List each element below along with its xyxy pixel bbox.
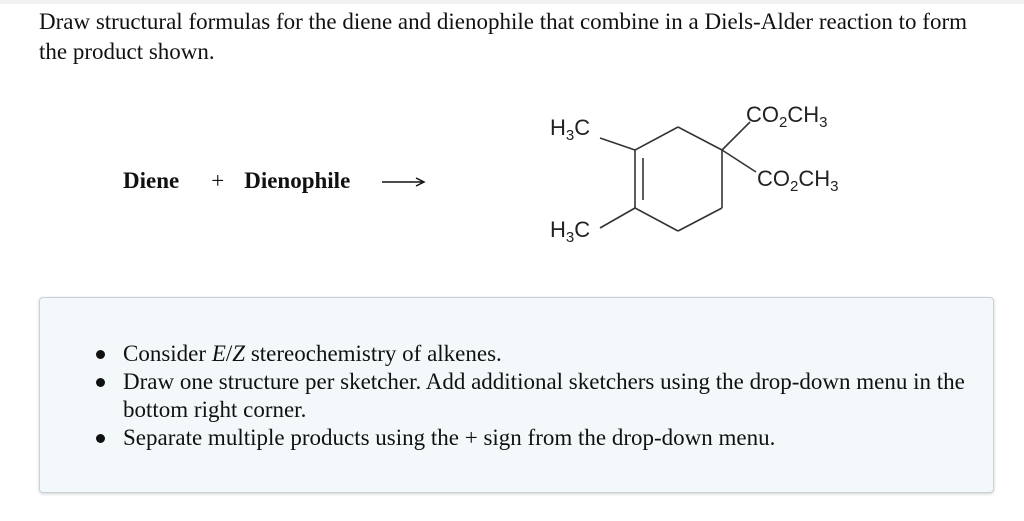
top-divider [0, 0, 1024, 4]
right-arrow-icon [380, 166, 428, 196]
reaction-equation [123, 166, 428, 196]
bullet-icon [96, 378, 105, 387]
methyl-group-top: $H_3C$ [550, 115, 591, 144]
diene-label: Diene [123, 168, 180, 193]
bullet-icon [96, 350, 105, 359]
instruction-item: Draw one structure per sketcher. Add additional sketchers using the drop-down menu in the bottom right corner. [83, 368, 978, 424]
question-prompt: Draw structural formulas for the diene and dienophile that combine in a Diels-Alder reaction to form the product shown. [39, 9, 967, 64]
instructions-list [83, 340, 978, 452]
bullet-icon [96, 434, 105, 443]
product-structure [530, 100, 870, 250]
ester-group-bottom: $CO_2CH_3$ [757, 166, 839, 195]
ester-group-top: $CO_2CH_3$ [746, 102, 828, 131]
plus-sign: + [211, 168, 225, 193]
methyl-group-bottom: $H_3C$ [550, 217, 591, 246]
dienophile-label: Dienophile [244, 168, 351, 193]
instruction-item: Separate multiple products using the + sign from the drop-down menu. [83, 424, 978, 452]
instruction-item: Consider E/Z stereochemistry of alkenes. [83, 340, 978, 368]
